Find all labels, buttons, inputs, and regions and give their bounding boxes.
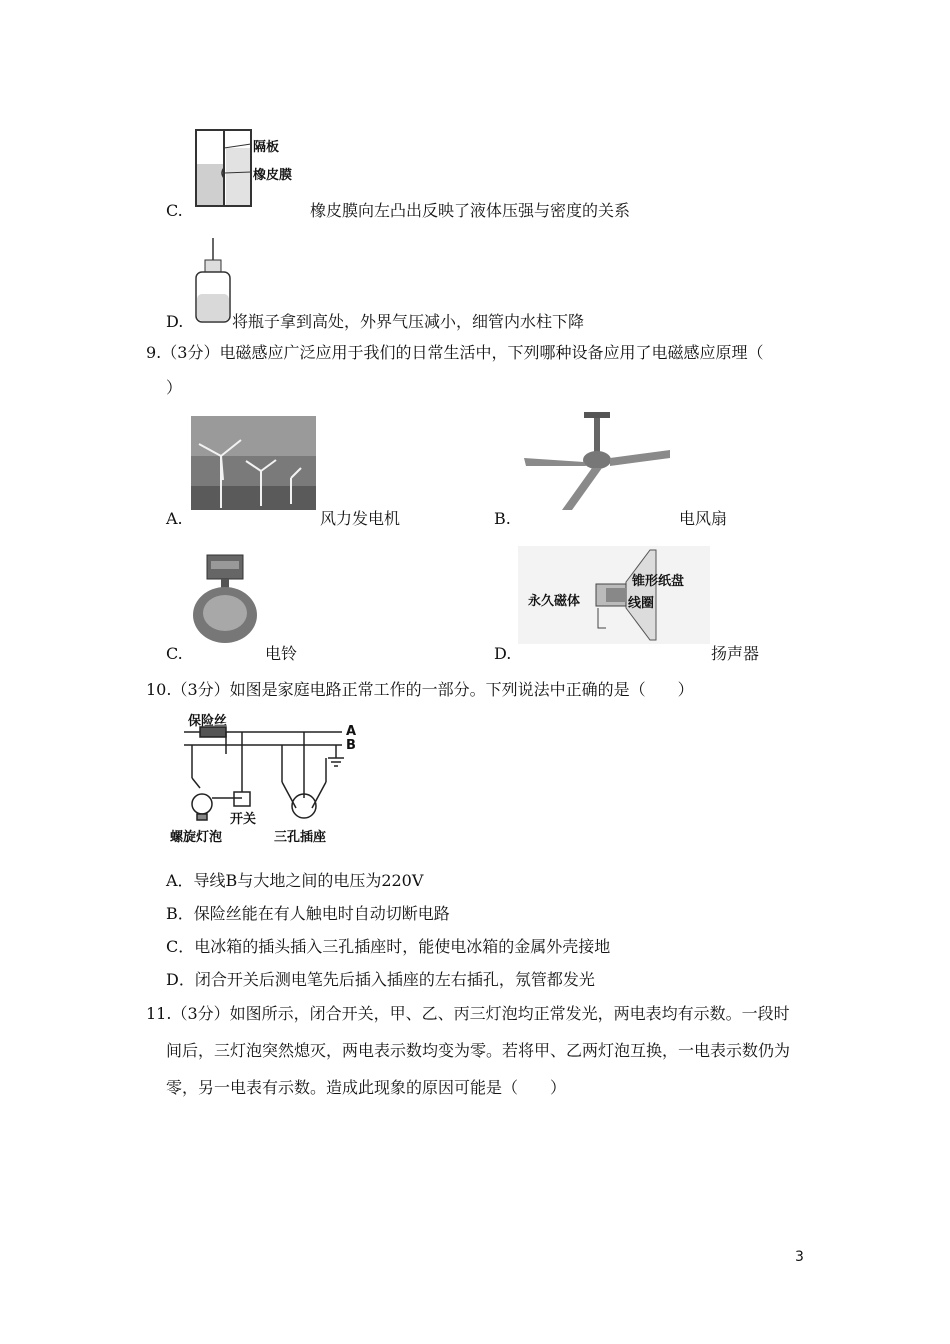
q11-line1: 11.（3分）如图所示，闭合开关，甲、乙、丙三灯泡均正常发光，两电表均有示数。一段时 (146, 1004, 790, 1023)
q9-option-text-a: 风力发电机 (320, 509, 401, 528)
electric-bell-svg (191, 553, 261, 645)
option-letter-c: C. (166, 201, 183, 220)
q9-option-letter-b: B. (494, 509, 511, 528)
bottle-diagram (193, 236, 233, 326)
wire-a-label: A (346, 724, 357, 739)
q9-stem-line2: ） (166, 378, 183, 397)
q9-option-letter-d: D. (494, 644, 512, 663)
q9-option-letter-a: A. (166, 509, 183, 528)
q10-option-b: B．保险丝能在有人触电时自动切断电路 (166, 904, 450, 923)
option-text-d: 将瓶子拿到高处，外界气压减小，细管内水柱下降 (232, 312, 585, 331)
household-circuit-diagram (170, 708, 370, 848)
container-diagram (193, 128, 303, 208)
q9-option-text-d: 扬声器 (711, 644, 760, 663)
q10-option-d: D．闭合开关后测电笔先后插入插座的左右插孔，氖管都发光 (166, 970, 595, 989)
bottle-svg (193, 236, 233, 326)
speaker-diagram (518, 546, 710, 644)
magnet-label: 永久磁体 (528, 594, 581, 609)
ceiling-fan-svg (522, 412, 672, 512)
socket-label: 三孔插座 (274, 830, 327, 845)
membrane-label: 橡皮膜 (253, 168, 293, 183)
cone-label: 锥形纸盘 (632, 574, 685, 589)
q9-option-text-b: 电风扇 (679, 509, 728, 528)
switch-label: 开关 (230, 812, 257, 827)
wind-turbine-photo (191, 416, 316, 510)
wind-turbine-svg (191, 416, 316, 510)
coil-label: 线圈 (628, 596, 655, 611)
page-number: 3 (795, 1249, 804, 1265)
q11-line3: 零，另一电表有示数。造成此现象的原因可能是（ ） (166, 1078, 567, 1097)
q11-line2: 间后，三灯泡突然熄灭，两电表示数均变为零。若将甲、乙两灯泡互换，一电表示数仍为 (166, 1041, 791, 1060)
partition-label: 隔板 (253, 140, 280, 155)
q9-stem-line1: 9.（3分）电磁感应广泛应用于我们的日常生活中，下列哪种设备应用了电磁感应原理（ (146, 343, 764, 362)
q10-option-c: C．电冰箱的插头插入三孔插座时，能使电冰箱的金属外壳接地 (166, 937, 611, 956)
option-text-c: 橡皮膜向左凸出反映了液体压强与密度的关系 (310, 201, 631, 220)
electric-bell-photo (191, 553, 261, 645)
q10-option-a: A．导线B与大地之间的电压为220V (166, 871, 424, 890)
wire-b-label: B (346, 738, 356, 753)
bulb-label: 螺旋灯泡 (170, 830, 223, 845)
fuse-label: 保险丝 (188, 714, 228, 729)
q9-option-letter-c: C. (166, 644, 183, 663)
ceiling-fan-photo (522, 412, 672, 512)
q10-stem: 10.（3分）如图是家庭电路正常工作的一部分。下列说法中正确的是（ ） (146, 680, 694, 699)
option-letter-d: D. (166, 312, 184, 331)
q9-option-text-c: 电铃 (265, 644, 298, 663)
